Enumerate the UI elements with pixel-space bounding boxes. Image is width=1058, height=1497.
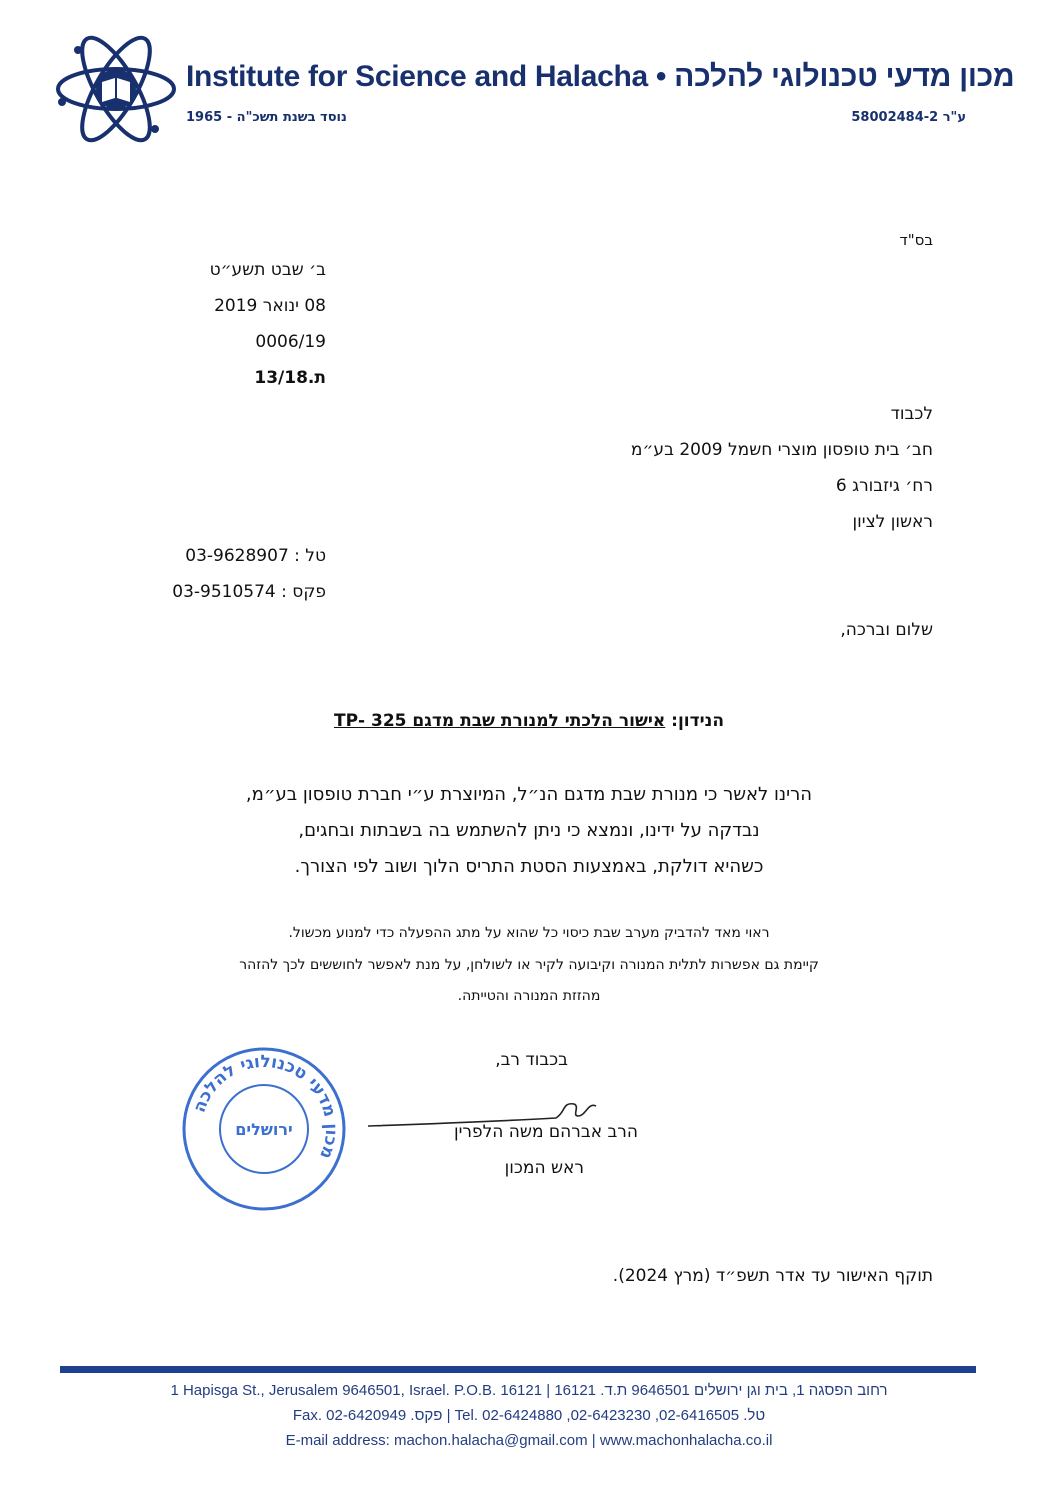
body-line-3: כשהיא דולקת, באמצעות הסטת התריס הלוך ושוב לפי הצורך.	[294, 856, 764, 877]
signer-name: הרב אברהם משה הלפרין	[453, 1122, 638, 1142]
institute-name: Institute for Science and Halacha • מכון מדעי טכנולוגי להלכה	[186, 60, 1015, 93]
institute-stamp-icon	[180, 1045, 348, 1213]
footer-phone-fax: Fax. 02-6420949 .פקס | Tel. 02-6424880 ,02-6423230 ,02-6416505 .טל	[292, 1407, 766, 1424]
recipient-street: רח׳ גיזבורג 6	[835, 476, 933, 496]
closing-regards: בכבוד רב,	[495, 1050, 568, 1070]
body-line-2: נבדקה על ידינו, ונמצא כי ניתן להשתמש בה בשבתות ובחגים,	[298, 820, 760, 841]
recipient-city: ראשון לציון	[852, 512, 933, 532]
recipient-phone: טל : 03-9628907	[185, 546, 326, 566]
hebrew-date: ב׳ שבט תשע״ט	[209, 260, 326, 280]
besd-mark: בס"ד	[899, 231, 933, 249]
footer-divider	[60, 1366, 976, 1373]
stamp-ring-text: מכון מדעי טכנולוגי להלכה	[189, 1051, 342, 1162]
note-line-3: מהזזת המנורה והטייתה.	[457, 988, 601, 1004]
subject-line	[0, 711, 1058, 731]
note-line-2: קיימת גם אפשרות לתלית המנורה וקיבועה לקיר או לשולחן, על מנת לאפשר לחוששים לכך להזהר	[239, 957, 819, 973]
reference-number: 0006/19	[255, 332, 326, 352]
atom-book-logo-icon	[52, 32, 180, 146]
gregorian-date: 08 ינואר 2019	[214, 296, 326, 316]
subject-text: אישור הלכתי למנורת שבת מדגם 325 -TP	[333, 711, 666, 731]
founded-year: נוסד בשנת תשכ"ה - 1965	[186, 110, 347, 125]
validity-note: תוקף האישור עד אדר תשפ״ד (מרץ 2024).	[612, 1266, 933, 1286]
subject-label: הנידון:	[671, 711, 725, 731]
recipient-company: חב׳ בית טופסון מוצרי חשמל 2009 בע״מ	[630, 440, 933, 460]
recipient-fax: פקס : 03-9510574	[172, 582, 326, 602]
stamp-center-text: ירושלים	[235, 1120, 293, 1139]
file-number: ת.13/18	[254, 368, 326, 388]
recipient-to: לכבוד	[890, 404, 933, 424]
registration-number: ע"ר 58002484-2	[851, 110, 966, 125]
greeting: שלום וברכה,	[840, 620, 933, 640]
signer-title: ראש המכון	[504, 1158, 584, 1178]
footer-address: 1 Hapisga St., Jerusalem 9646501, Israel. P.O.B. 16121 | 16121 .רחוב הפסגה 1, בית וגן ירושלים 9646501 ת.ד	[170, 1382, 888, 1399]
note-line-1: ראוי מאד להדביק מערב שבת כיסוי כל שהוא על מתג ההפעלה כדי למנוע מכשול.	[288, 925, 770, 941]
footer-email-web: E-mail address: machon.halacha@gmail.com | www.machonhalacha.co.il	[285, 1432, 773, 1449]
body-line-1: הרינו לאשר כי מנורת שבת מדגם הנ״ל, המיוצרת ע״י חברת טופסון בע״מ,	[245, 784, 813, 805]
